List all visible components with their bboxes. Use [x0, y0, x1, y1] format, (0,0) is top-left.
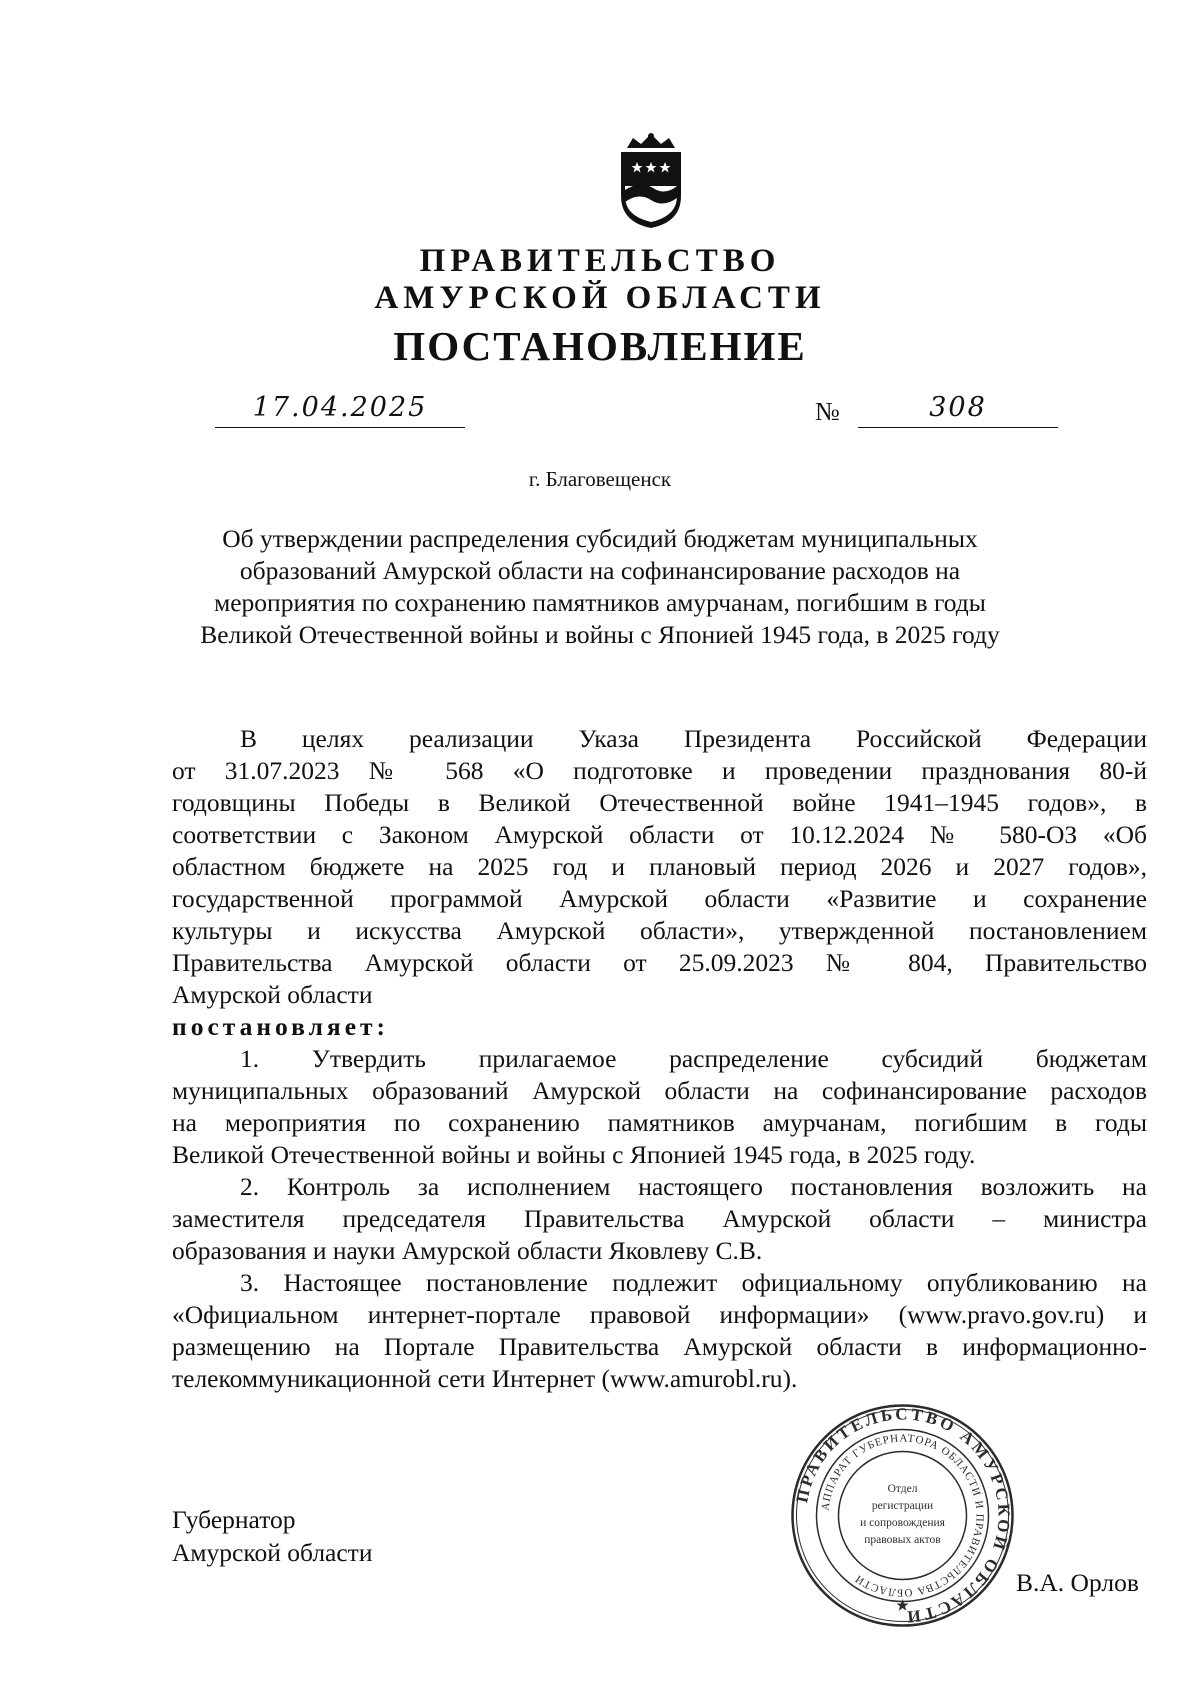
item-3-line: телекоммуникационной сети Интернет (www.amurobl.ru).	[172, 1364, 798, 1393]
preamble-line: государственной программой Амурской области «Развитие и сохранение	[172, 884, 1147, 913]
number-label: №	[815, 397, 840, 426]
seal-center-text: регистрации	[871, 1500, 934, 1512]
preamble-line: годовщины Победы в Великой Отечественной войне 1941–1945 годов», в	[172, 788, 1147, 817]
preamble-line: В целях реализации Указа Президента Российской Федерации	[240, 724, 1147, 753]
seal-center-text: и сопровождения	[860, 1517, 945, 1529]
item-1-line: муниципальных образований Амурской области на софинансирование расходов	[172, 1076, 1147, 1105]
coat-of-arms-icon	[613, 130, 689, 230]
item-3-line: размещению на Портале Правительства Амурской области в информационно-	[172, 1332, 1147, 1361]
item-2-line: 2. Контроль за исполнением настоящего постановления возложить на	[240, 1172, 1147, 1201]
document-number: 308	[858, 393, 1058, 428]
preamble-line: Амурской области	[172, 980, 373, 1009]
preamble-line: соответствии с Законом Амурской области от 10.12.2024 № 580-ОЗ «Об	[172, 820, 1147, 849]
seal-center-text: правовых актов	[864, 1534, 941, 1546]
seal-center-text: Отдел	[887, 1483, 918, 1495]
item-2-line: образования и науки Амурской области Яковлеву С.В.	[172, 1236, 763, 1265]
seal-inner-ring-text: АППАРАТ ГУБЕРНАТОРА ОБЛАСТИ И ПРАВИТЕЛЬСТВА ОБЛАСТИ	[819, 1432, 986, 1599]
preamble-line: от 31.07.2023 № 568 «О подготовке и проведении празднования 80-й	[172, 756, 1147, 785]
item-2-line: заместителя председателя Правительства Амурской области – министра	[172, 1204, 1147, 1233]
organization-region: АМУРСКОЙ ОБЛАСТИ	[374, 280, 826, 316]
document-type: ПОСТАНОВЛЕНИЕ	[393, 323, 807, 369]
preamble-line: культуры и искусства Амурской области», утвержденной постановлением	[172, 916, 1147, 945]
preamble-line: Правительства Амурской области от 25.09.2023 № 804, Правительство	[172, 948, 1147, 977]
document-title	[195, 523, 1005, 651]
seal-outer-text: ПРАВИТЕЛЬСТВО АМУРСКОЙ ОБЛАСТИ	[792, 1404, 1014, 1627]
item-3-line: 3. Настоящее постановление подлежит официальному опубликованию на	[240, 1268, 1147, 1297]
preamble-line: областном бюджете на 2025 год и плановый период 2026 и 2027 годов»,	[172, 852, 1147, 881]
official-seal-icon	[790, 1403, 1015, 1628]
title-line: Великой Отечественной войны и войны с Японией 1945 года, в 2025 году	[200, 620, 1000, 649]
title-line: Об утверждении распределения субсидий бюджетам муниципальных	[222, 524, 978, 553]
signer-name: В.А. Орлов	[1016, 1568, 1139, 1597]
svg-text:АППАРАТ ГУБЕРНАТОРА ОБЛАСТИ И	[820, 1432, 986, 1598]
document-date: 17.04.2025	[215, 393, 465, 428]
resolves-keyword: постановляет:	[172, 1012, 390, 1041]
item-1-line: 1. Утвердить прилагаемое распределение субсидий бюджетам	[240, 1044, 1147, 1073]
signer-position-line: Губернатор	[172, 1505, 296, 1534]
document-body	[172, 723, 1147, 1395]
signer-position	[172, 1503, 372, 1569]
title-line: образований Амурской области на софинансирование расходов на	[239, 556, 961, 585]
organization-name: ПРАВИТЕЛЬСТВО	[419, 243, 781, 279]
item-1-line: Великой Отечественной войны и войны с Японией 1945 года, в 2025 году.	[172, 1140, 976, 1169]
item-3-line: «Официальном интернет-портале правовой информации» (www.pravo.gov.ru) и	[172, 1300, 1147, 1329]
signer-position-line: Амурской области	[172, 1538, 373, 1567]
city: г. Благовещенск	[528, 467, 672, 491]
item-1-line: на мероприятия по сохранению памятников амурчанам, погибшим в годы	[172, 1108, 1147, 1137]
title-line: мероприятия по сохранению памятников амурчанам, погибшим в годы	[214, 588, 986, 617]
